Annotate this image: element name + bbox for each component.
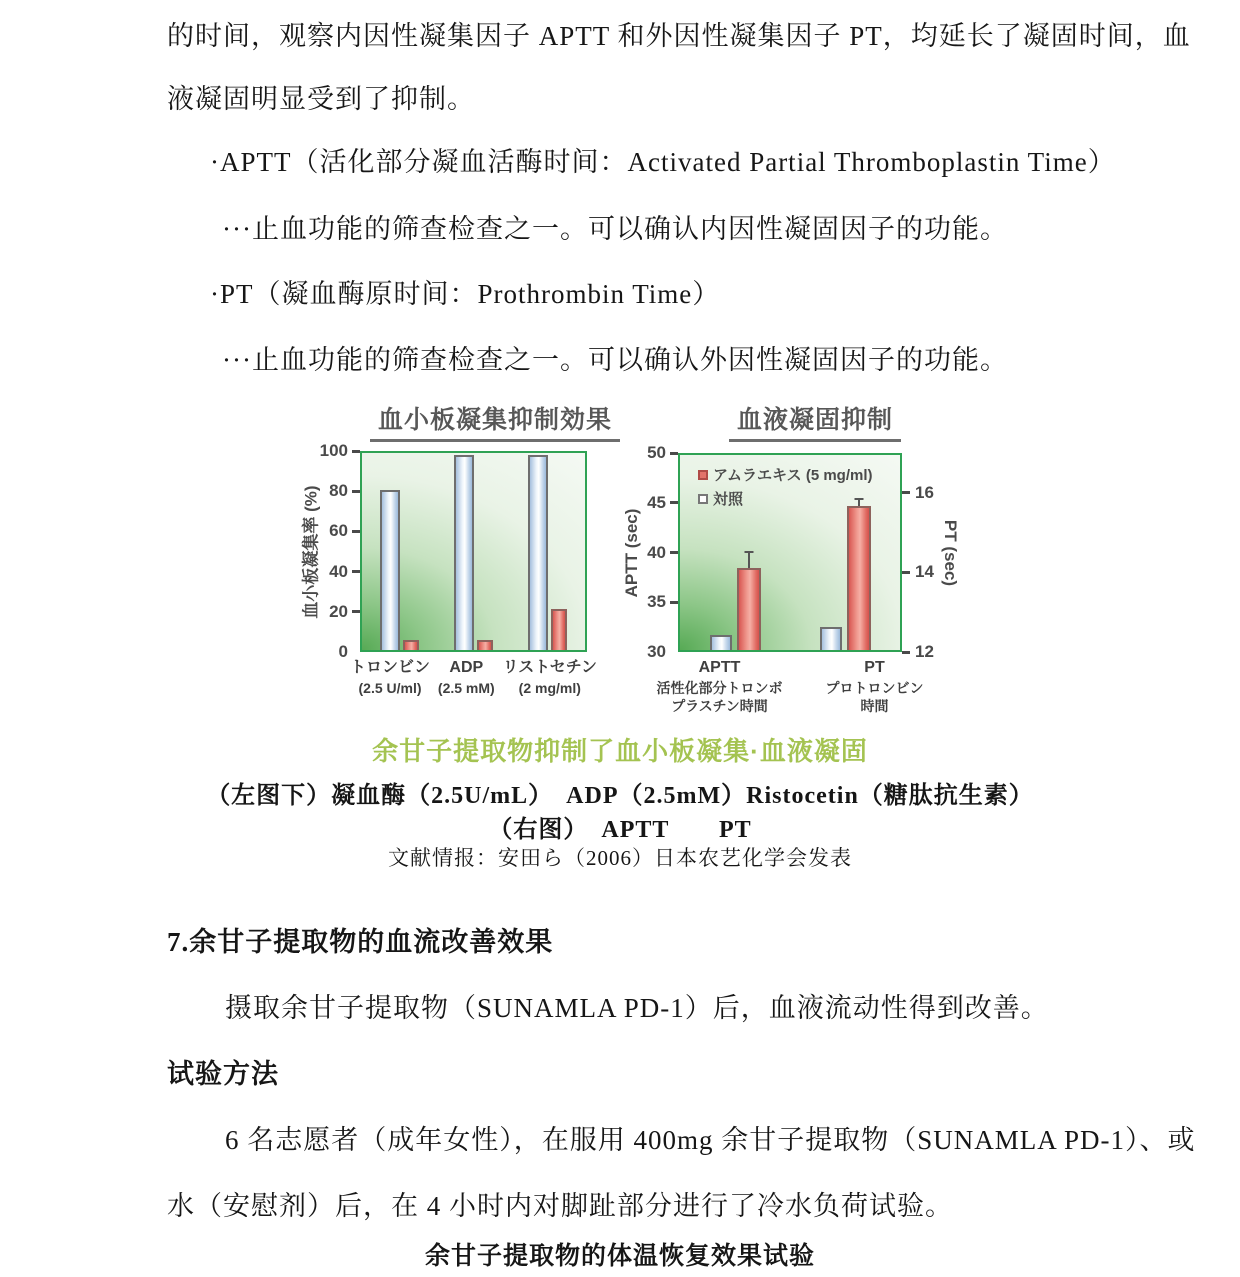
chart-title: 血液凝固抑制	[729, 400, 901, 442]
tick-label: 16	[915, 482, 934, 502]
tick-mark	[902, 651, 910, 654]
x-label	[438, 658, 495, 697]
y-axis	[300, 441, 362, 661]
figure-caption-line2: （右图） APTT PT	[488, 817, 752, 843]
bars-layer	[362, 453, 585, 650]
tick-label: 12	[915, 642, 934, 661]
x-label-sub: プラスチン時間	[671, 697, 768, 714]
chart-title-row	[600, 400, 1030, 440]
bar-group	[528, 455, 567, 650]
figure-caption-line1: （左图下）凝血酶（2.5U/mL） ADP（2.5mM）Ristocetin（糖肽抗生素）	[206, 783, 1034, 809]
left-tick	[647, 593, 678, 611]
amla-bar-wrap	[737, 568, 761, 650]
chart-plot	[622, 443, 960, 714]
left-tick	[647, 444, 678, 462]
section7-heading: 7.余甘子提取物的血流改善效果	[167, 927, 554, 957]
left-tick	[647, 544, 678, 562]
method-heading: 试验方法	[167, 1059, 279, 1089]
tick-label: 100	[319, 441, 348, 460]
tick-label: 60	[329, 521, 348, 541]
tick-label: 0	[338, 642, 348, 661]
tick-label: 50	[647, 443, 666, 462]
figure-caption-green: 余甘子提取物抑制了血小板凝集·血液凝固	[372, 736, 868, 766]
tick-label: 35	[647, 592, 666, 612]
bullet-aptt-desc: ···止血功能的筛查检查之一。可以确认内因性凝固因子的功能。	[222, 214, 1008, 244]
control-bar	[528, 455, 548, 650]
tick-mark	[352, 490, 360, 493]
x-label	[350, 658, 430, 697]
bullet-aptt: ·APTT（活化部分凝血活酶时间：Activated Partial Thromboplastin Time）	[210, 147, 1116, 177]
x-label-sub: プロトロンビン	[825, 679, 924, 696]
x-axis-labels	[350, 658, 597, 697]
left-axis-label: APTT (sec)	[622, 508, 641, 597]
x-label-sub: 活性化部分トロンボ	[656, 679, 783, 696]
bullet-pt-desc: ···止血功能的筛查检查之一。可以确认外因性凝固因子的功能。	[222, 345, 1008, 375]
chart-plot	[301, 441, 597, 696]
figure-caption-source: 文献情报：安田ら（2006）日本农艺化学会发表	[388, 846, 852, 870]
x-label-main: ADP	[449, 659, 484, 676]
bar-group	[710, 568, 761, 650]
error-bar-cap	[744, 551, 753, 553]
control-bar	[710, 635, 732, 650]
right-axis-label: PT (sec)	[941, 519, 960, 586]
y-tick	[329, 563, 360, 581]
tick-mark	[352, 450, 360, 453]
control-legend-swatch	[698, 494, 708, 504]
right-tick	[902, 484, 934, 502]
tick-mark	[670, 551, 678, 554]
right-axis	[900, 453, 962, 661]
chart-title: 血小板凝集抑制効果	[370, 400, 620, 442]
method-paragraph-2: 水（安慰剂）后，在 4 小时内对脚趾部分进行了冷水负荷试验。	[167, 1191, 953, 1221]
tick-mark	[902, 571, 910, 574]
amla-legend-swatch	[698, 470, 708, 480]
bar-group	[380, 490, 419, 650]
amla-bar	[847, 506, 871, 650]
y-tick	[329, 603, 360, 621]
x-label-main: リストセチン	[502, 659, 597, 676]
amla-bar	[403, 640, 419, 650]
section7-paragraph: 摄取余甘子提取物（SUNAMLA PD-1）后，血液流动性得到改善。	[225, 993, 1049, 1023]
bullet-pt: ·PT（凝血酶原时间：Prothrombin Time）	[210, 279, 721, 309]
left-axis	[618, 443, 680, 661]
tick-label: 45	[647, 492, 666, 512]
left-tick	[647, 494, 678, 512]
right-tick	[902, 563, 934, 581]
amla-bar	[477, 640, 493, 650]
x-label-main: トロンビン	[350, 659, 431, 676]
tick-mark	[902, 491, 910, 494]
x-label	[503, 658, 597, 697]
x-label	[826, 658, 924, 715]
bar-group	[454, 455, 493, 650]
paragraph-line: 的时间，观察内因性凝集因子 APTT 和外因性凝集因子 PT，均延长了凝固时间，血	[167, 21, 1191, 51]
error-bar	[748, 551, 750, 569]
x-label	[657, 658, 783, 715]
x-label-main: APTT	[698, 659, 741, 676]
control-bar	[380, 490, 400, 650]
tick-label: 14	[915, 562, 934, 582]
y-axis-label: 血小板凝集率 (%)	[301, 484, 321, 619]
tick-mark	[670, 452, 678, 455]
x-label-sub: 時間	[860, 697, 889, 714]
bar-group	[820, 506, 871, 650]
legend-label: アムラエキス (5 mg/ml)	[713, 467, 873, 484]
tick-label: 20	[329, 601, 348, 621]
bottom-heading: 余甘子提取物的体温恢复效果试验	[424, 1243, 815, 1270]
paragraph-line: 液凝固明显受到了抑制。	[167, 84, 475, 114]
legend-row	[698, 488, 873, 509]
amla-bar-wrap	[847, 506, 871, 650]
tick-label: 80	[329, 481, 348, 501]
tick-label: 40	[647, 542, 666, 562]
chart-blood-coagulation	[600, 400, 1030, 714]
legend-row	[698, 464, 873, 485]
x-label-sub: (2.5 U/ml)	[358, 679, 422, 696]
y-tick	[329, 482, 360, 500]
amla-bar	[737, 568, 761, 650]
tick-mark	[352, 530, 360, 533]
amla-bar	[551, 609, 567, 650]
control-bar	[820, 627, 842, 650]
tick-label: 40	[329, 561, 348, 581]
x-axis-labels	[635, 658, 945, 715]
tick-label: 30	[647, 642, 666, 661]
x-label-sub: (2 mg/ml)	[518, 679, 581, 696]
tick-mark	[670, 601, 678, 604]
y-tick	[329, 522, 360, 540]
legend-label: 対照	[713, 491, 744, 508]
tick-mark	[352, 610, 360, 613]
tick-mark	[352, 570, 360, 573]
chart-legend	[698, 464, 873, 509]
method-paragraph-1: 6 名志愿者（成年女性），在服用 400mg 余甘子提取物（SUNAMLA PD-1）、或	[225, 1125, 1196, 1155]
tick-mark	[670, 501, 678, 504]
control-bar	[454, 455, 474, 650]
x-label-sub: (2.5 mM)	[437, 679, 495, 696]
y-tick	[320, 442, 360, 460]
x-label-main: PT	[864, 659, 885, 676]
